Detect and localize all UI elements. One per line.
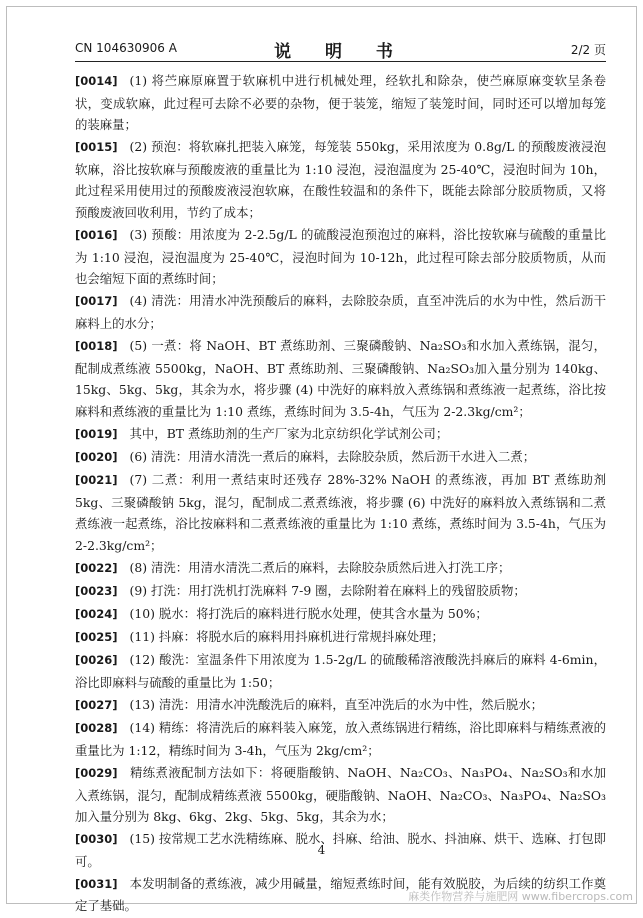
paragraph-number: [0021] xyxy=(75,473,118,488)
paragraph xyxy=(75,603,606,626)
paragraph xyxy=(75,70,606,136)
paragraph-text: (9) 打洗：用打洗机打洗麻料 7-9 圈，去除附着在麻料上的残留胶质物； xyxy=(129,583,526,599)
paragraph-number: [0026] xyxy=(75,653,118,668)
paragraph-text: (2) 预泡：将软麻扎把装入麻笼，每笼装 550kg，采用浓度为 0.8g/L 的预酸废液浸泡软麻，浴比按软麻与预酸废液的重量比为 1:10 浸泡，浸泡温度为 25-40℃，浸泡时间为 10h，此过程采用使用过的预酸废液浸泡软麻，在酸性较温和的条件下，既能去除部分胶质物质，又将预酸废液回收利用，节约了成本； xyxy=(75,139,606,221)
paragraph xyxy=(75,224,606,290)
paragraph-number: [0016] xyxy=(75,228,118,243)
paragraph xyxy=(75,694,606,717)
paragraph-text: (15) 按常规工艺水洗精练麻、脱水、抖麻、给油、脱水、抖油麻、烘干、选麻、打包即可。 xyxy=(75,831,606,869)
paragraph xyxy=(75,290,606,334)
paragraph xyxy=(75,649,606,693)
paragraph-text: (3) 预酸：用浓度为 2-2.5g/L 的硫酸浸泡预泡过的麻料，浴比按软麻与硫酸的重量比为 1:10 浸泡，浸泡温度为 25-40℃，浸泡时间为 10-12h，此过程可除去部分胶质物质，从而也会缩短下面的煮练时间； xyxy=(75,227,606,287)
paragraph-text: 其中，BT 煮练助剂的生产厂家为北京纺织化学试剂公司； xyxy=(129,426,449,441)
patent-number: CN 104630906 A xyxy=(75,41,177,55)
paragraph-text: (5) 一煮：将 NaOH、BT 煮练助剂、三聚磷酸钠、Na₂SO₃和水加入煮练锅，混匀，配制成煮练液 5500kg，NaOH、BT 煮练助剂、三聚磷酸钠、Na₂SO₃加入量分别为 140kg、15kg、5kg、5kg，其余为水，将步骤 (4) 中洗好的麻料放入煮练锅和煮练液一起煮练，浴比按麻料和煮练液的重量比为 1:10 煮练，煮练时间为 3.5-4h，气压为 2-2.3kg/cm²； xyxy=(75,338,606,419)
document-title: 说 明 书 xyxy=(274,42,407,62)
paragraph xyxy=(75,469,606,556)
paragraph-number: [0023] xyxy=(75,584,118,599)
document-body xyxy=(75,70,606,918)
paragraph-text: (6) 清洗：用清水清洗一煮后的麻料，去除胶杂质，然后沥干水进入二煮； xyxy=(129,449,536,465)
paragraph-number: [0014] xyxy=(75,74,118,88)
watermark-text: 麻类作物营养与施肥网 www.fibercrops.com xyxy=(408,890,633,903)
paragraph-text: (8) 清洗：用清水清洗二煮后的麻料，去除胶杂质然后进入打洗工序； xyxy=(129,560,511,576)
paragraph-text: (7) 二煮：利用一煮结束时还残存 28%-32% NaOH 的煮练液，再加 BT 煮练助剂 5kg、三聚磷酸钠 5kg，混匀，配制成二煮煮练液，将步骤 (6) 中洗好的麻料放入煮练锅和二煮煮练液一起煮练，浴比按麻料和二煮煮练液的重量比为 1:10 煮练，煮练时间为 3.5-4h，气压为 2-2.3kg/cm²； xyxy=(75,472,606,553)
paragraph-text: (1) 将苎麻原麻置于软麻机中进行机械处理，经软扎和除杂，使苎麻原麻变软呈条卷状，变成软麻，此过程可去除不必要的杂物，便于装笼，缩短了装笼时间，同时还可以增加每笼的装麻量； xyxy=(75,73,606,133)
paragraph-number: [0019] xyxy=(75,427,118,441)
paragraph-text: (4) 清洗：用清水冲洗预酸后的麻料，去除胶杂质，直至冲洗后的水为中性，然后沥干麻料上的水分； xyxy=(75,293,606,332)
paragraph-number: [0022] xyxy=(75,561,118,576)
paragraph xyxy=(75,717,606,761)
paragraph-text: (11) 抖麻：将脱水后的麻料用抖麻机进行常规抖麻处理； xyxy=(129,629,444,645)
page-indicator: 2/2 页 xyxy=(570,43,606,57)
paragraph xyxy=(75,423,606,446)
paragraph-number: [0027] xyxy=(75,698,118,713)
paragraph-text: (10) 脱水：将打洗后的麻料进行脱水处理，使其含水量为 50%； xyxy=(129,606,488,622)
paragraph-number: [0028] xyxy=(75,721,118,736)
paragraph xyxy=(75,136,606,223)
paragraph-number: [0029] xyxy=(75,765,118,780)
paragraph-number: [0031] xyxy=(75,876,118,891)
paragraph xyxy=(75,335,606,422)
paragraph xyxy=(75,626,606,649)
page-header xyxy=(75,37,606,62)
paragraph-number: [0030] xyxy=(75,832,118,847)
paragraph-number: [0017] xyxy=(75,294,118,309)
paragraph-number: [0018] xyxy=(75,339,118,354)
paragraph-text: 精练煮液配制方法如下：将硬脂酸钠、NaOH、Na₂CO₃、Na₃PO₄、Na₂SO₃和水加入煮练锅，混匀，配制成精练煮液 5500kg，硬脂酸钠、NaOH、Na₂CO₃、Na₃PO₄、Na₂SO₃加入量分别为 8kg、6kg、2kg、5kg、5kg，其余为水； xyxy=(75,764,606,825)
paragraph-text: (13) 清洗：用清水冲洗酸洗后的麻料，直至冲洗后的水为中性，然后脱水； xyxy=(129,697,544,713)
paragraph-number: [0025] xyxy=(75,630,118,645)
paragraph-text: (14) 精练：将清洗后的麻料装入麻笼，放入煮练锅进行精练，浴比即麻料与精练煮液的重量比为 1:12，精练时间为 3-4h，气压为 2kg/cm²； xyxy=(75,720,606,758)
paragraph-number: [0020] xyxy=(75,450,118,465)
paragraph xyxy=(75,580,606,603)
paragraph-number: [0024] xyxy=(75,607,118,622)
paragraph xyxy=(75,762,606,828)
paragraph xyxy=(75,446,606,469)
paragraph-number: [0015] xyxy=(75,140,118,155)
document-page xyxy=(6,6,637,914)
paragraph-text: (12) 酸洗：室温条件下用浓度为 1.5-2g/L 的硫酸稀溶液酸洗抖麻后的麻料 4-6min，浴比即麻料与硫酸的重量比为 1:50； xyxy=(75,652,606,691)
paragraph-text: 本发明制备的煮练液，减少用碱量，缩短煮练时间，能有效脱胶，为后续的纺织工作奠定了基础。 xyxy=(75,875,606,914)
page-number: 4 xyxy=(317,843,326,857)
paragraph xyxy=(75,557,606,580)
